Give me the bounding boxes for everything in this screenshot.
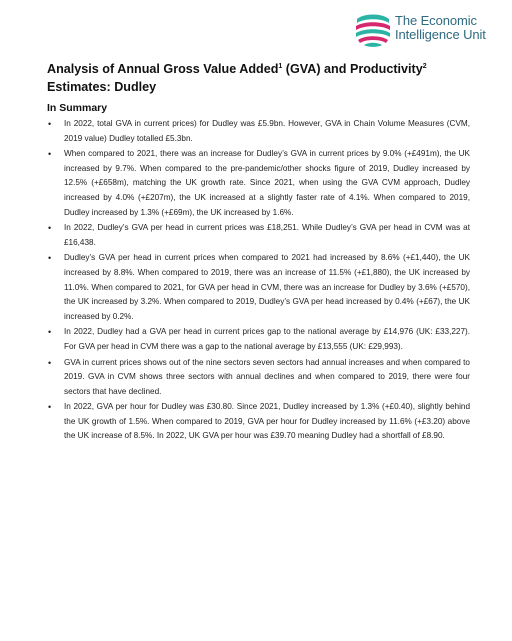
title-line2: Estimates: Dudley: [47, 80, 157, 95]
logo-text-line1: The Economic: [395, 13, 477, 28]
logo-mark-icon: [354, 10, 392, 48]
footnote-ref-1[interactable]: 1: [278, 63, 283, 70]
logo-text-line2: Intelligence Unit: [395, 27, 486, 42]
economic-intelligence-unit-logo: [354, 10, 504, 48]
bullet-item: • When compared to 2021, there was an increase for Dudley’s GVA in current prices by 9.0% (+£491m), the UK increased by 9.7%. When compared to the pre-pandemic/other shocks figure of 2019, Dudley increased by 12.5% (+£658m), matching the UK growth rate. Since 2021, when using the GVA CVM approach, Dudley increased by 4.0% (+£207m), the UK increased at a slightly faster rate of 4.1%. When compared to 2019, Dudley increased by 1.3% (+£69m), the UK increased by 1.6%.: [47, 147, 470, 220]
title-part1: Analysis of Annual Gross Value Added: [47, 62, 279, 77]
footnote-ref-2[interactable]: 2: [422, 63, 427, 70]
section-heading: In Summary: [47, 102, 108, 114]
summary-bullet-list: [47, 117, 470, 445]
bullet-item: • GVA in current prices shows out of the nine sectors seven sectors had annual increases and when compared to 2019. GVA in CVM shows three sectors with annual declines and when compared to 2019, there were four sectors that have declined.: [47, 356, 470, 400]
bullet-item: • In 2022, GVA per hour for Dudley was £30.80. Since 2021, Dudley increased by 1.3% (+£0.40), slightly behind the UK growth of 1.5%. When compared to 2019, GVA per hour for Dudley increased by 11.6% (+£3.20) above the UK increase of 8.5%. In 2022, UK GVA per hour was £39.70 meaning Dudley had a shortfall of £8.90.: [47, 400, 470, 444]
bullet-item: • In 2022, total GVA in current prices) for Dudley was £5.9bn. However, GVA in Chain Volume Measures (CVM, 2019 value) Dudley totalled £5.3bn.: [47, 117, 470, 146]
bullet-item: • In 2022, Dudley had a GVA per head in current prices gap to the national average by £14,976 (UK: £33,227). For GVA per head in CVM there was a gap to the national average by £13,555 (UK: £29,993).: [47, 325, 470, 354]
bullet-item: • Dudley’s GVA per head in current prices when compared to 2021 had increased by 8.6% (+£1,440), the UK increased by 8.8%. When compared to 2019, there was an increase of 11.5% (+£1,880), the UK increased by 11.0%. When compared to 2021, for GVA per head in CVM, there was an increase for Dudley by 3.6% (+£570), the UK increased by 3.2%. When compared to 2019, Dudley’s GVA per head increased by 0.4% (+£67), the UK increased by 0.2%.: [47, 251, 470, 324]
page-title: [47, 58, 467, 96]
bullet-item: • In 2022, Dudley’s GVA per head in current prices was £18,251. While Dudley’s GVA per head in CVM was at £16,438.: [47, 221, 470, 250]
title-part2: (GVA) and Productivity: [282, 62, 423, 77]
